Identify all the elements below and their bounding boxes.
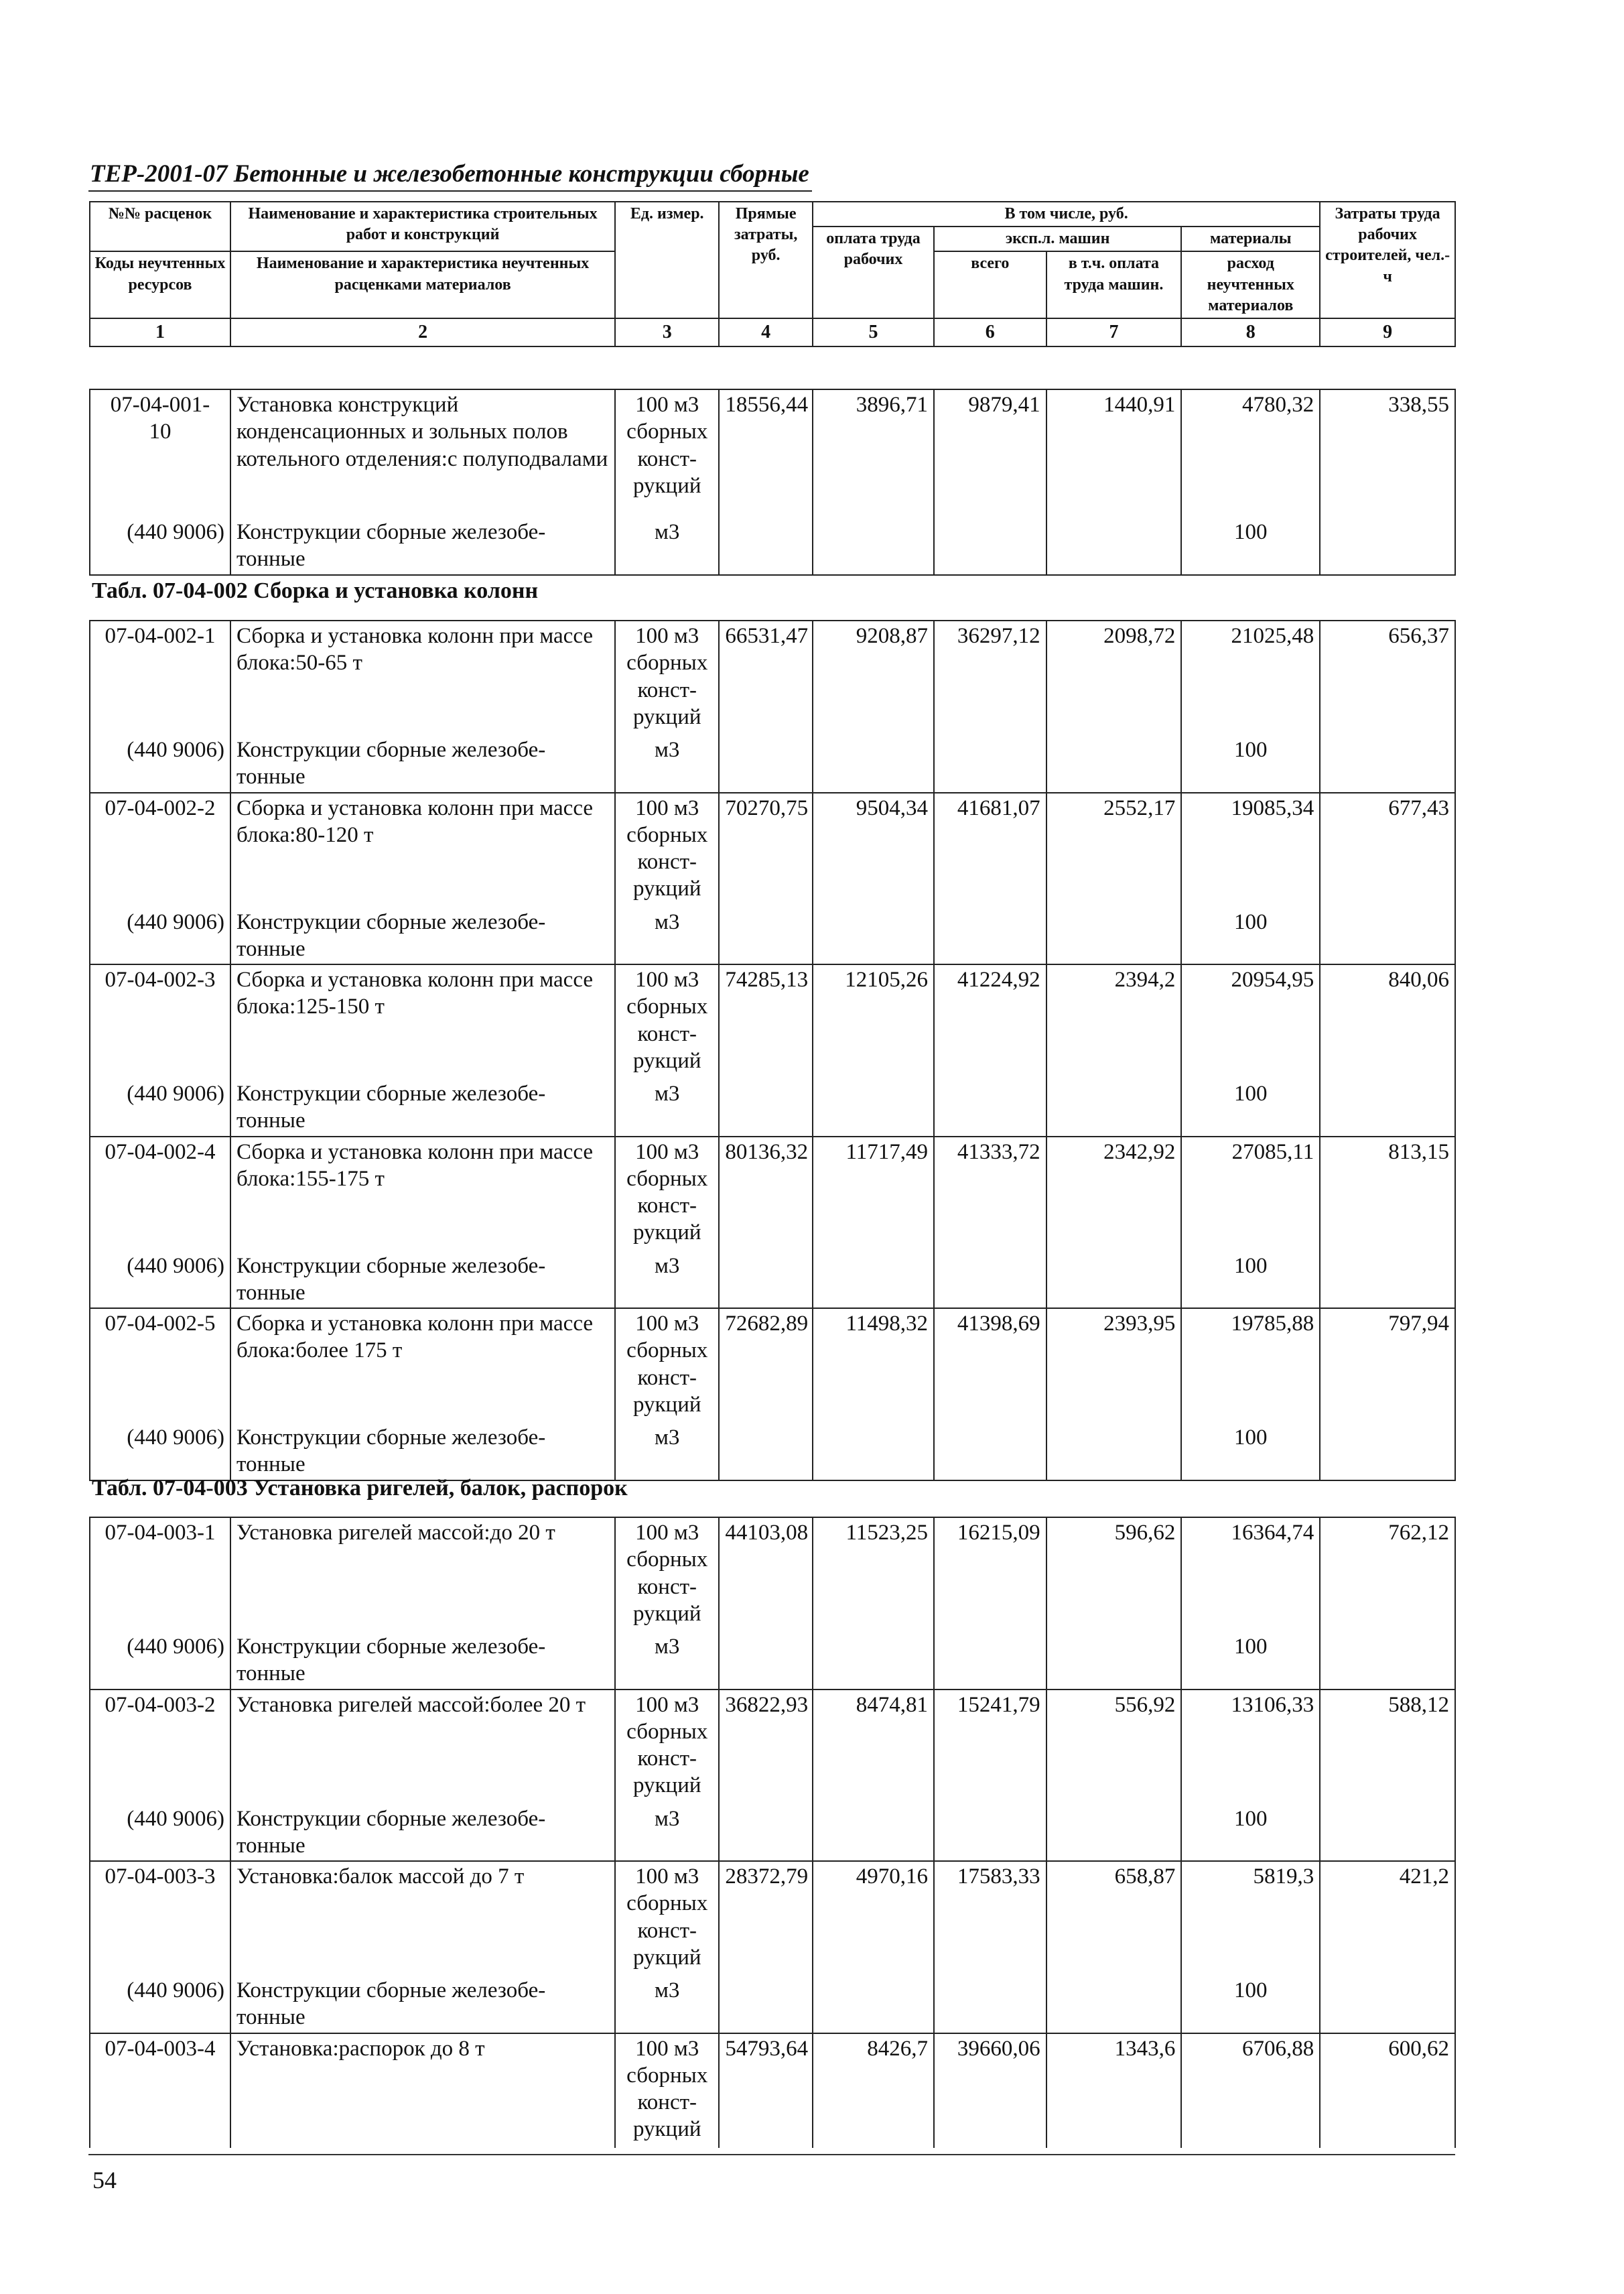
rate-code: 07-04-001- 10 [90,389,230,517]
rate-code: 07-04-002-4 [90,1137,230,1251]
rate-code: 07-04-003-4 [90,2033,230,2148]
col-material-name-header: Наименование и характеристика неучтенных расценками материалов [230,251,615,318]
resource-qty: 100 [1181,1632,1320,1690]
resource-code: (440 9006) [90,1804,230,1862]
work-name: Сборка и установка колонн при массе блока:более 175 т [230,1308,615,1423]
table-07-04-001 [89,389,1456,576]
unit: 100 м3 сборных конст-рукций [615,1137,719,1251]
materials: 21025,48 [1181,621,1320,735]
resource-unit: м3 [615,517,719,575]
resource-row [90,1632,1455,1690]
labor-pay: 9504,34 [813,793,934,907]
direct-cost: 28372,79 [719,1861,813,1976]
resource-row [90,1079,1455,1137]
machines-total: 41398,69 [934,1308,1046,1423]
resource-row [90,517,1455,575]
machines-total: 41681,07 [934,793,1046,907]
labor-hours: 588,12 [1320,1690,1455,1804]
labor-hours: 600,62 [1320,2033,1455,2148]
table-row [90,389,1455,517]
machines-total: 39660,06 [934,2033,1046,2148]
work-name: Установка конструкций конденсационных и зольных полов котельного отделения:с полуподвалами [230,389,615,517]
machine-labor: 2552,17 [1046,793,1182,907]
labor-hours: 677,43 [1320,793,1455,907]
labor-pay: 11717,49 [813,1137,934,1251]
col-machine-labor-header: в т.ч. оплата труда машин. [1046,251,1182,318]
resource-name: Конструкции сборные железобе-тонные [230,1079,615,1137]
machines-total: 41333,72 [934,1137,1046,1251]
materials: 19785,88 [1181,1308,1320,1423]
col-labor-pay-header: оплата труда рабочих [813,227,934,318]
direct-cost: 54793,64 [719,2033,813,2148]
resource-qty: 100 [1181,1079,1320,1137]
labor-hours: 656,37 [1320,621,1455,735]
work-name: Установка ригелей массой:более 20 т [230,1690,615,1804]
resource-name: Конструкции сборные железобе-тонные [230,517,615,575]
direct-cost: 44103,08 [719,1517,813,1632]
col-materials-group-header: материалы [1181,227,1320,251]
col-direct-cost-header: Прямые затраты, руб. [719,202,813,318]
resource-row [90,1976,1455,2033]
page-number: 54 [92,2167,117,2193]
machine-labor: 1343,6 [1046,2033,1182,2148]
resource-code: (440 9006) [90,517,230,575]
unit: 100 м3 сборных конст-рукций [615,1308,719,1423]
materials: 27085,11 [1181,1137,1320,1251]
resource-row [90,1804,1455,1862]
machines-total: 17583,33 [934,1861,1046,1976]
col-unit-header: Ед. измер. [615,202,719,318]
section-title-07-04-002: Табл. 07-04-002 Сборка и установка колонн [92,578,539,603]
direct-cost: 66531,47 [719,621,813,735]
resource-row [90,907,1455,965]
unit: 100 м3 сборных конст-рукций [615,964,719,1079]
footer-rule [88,2154,1455,2155]
labor-pay: 9208,87 [813,621,934,735]
resource-name: Конструкции сборные железобе-тонные [230,1251,615,1309]
machine-labor: 556,92 [1046,1690,1182,1804]
col-resource-code-header: Коды неучтенных ресурсов [90,251,230,318]
resource-unit: м3 [615,1976,719,2033]
work-name: Установка ригелей массой:до 20 т [230,1517,615,1632]
resource-unit: м3 [615,1251,719,1309]
labor-hours: 813,15 [1320,1137,1455,1251]
section-title-07-04-003: Табл. 07-04-003 Установка ригелей, балок, распорок [92,1476,628,1501]
resource-row [90,1423,1455,1480]
col-rate-number-header: №№ расценок [90,202,230,251]
resource-row [90,735,1455,793]
resource-code: (440 9006) [90,907,230,965]
machine-labor: 1440,91 [1046,389,1182,517]
col-number: 9 [1320,318,1455,346]
unit: 100 м3 сборных конст-рукций [615,621,719,735]
labor-pay: 11498,32 [813,1308,934,1423]
resource-name: Конструкции сборные железобе-тонные [230,1804,615,1862]
labor-pay: 3896,71 [813,389,934,517]
rate-code: 07-04-003-1 [90,1517,230,1632]
machine-labor: 596,62 [1046,1517,1182,1632]
table-row [90,1861,1455,1976]
resource-name: Конструкции сборные железобе-тонные [230,907,615,965]
machines-total: 16215,09 [934,1517,1046,1632]
rate-code: 07-04-002-2 [90,793,230,907]
direct-cost: 70270,75 [719,793,813,907]
resource-qty: 100 [1181,1804,1320,1862]
resource-unit: м3 [615,1079,719,1137]
work-name: Сборка и установка колонн при массе блока:155-175 т [230,1137,615,1251]
col-number: 1 [90,318,230,346]
resource-unit: м3 [615,907,719,965]
direct-cost: 18556,44 [719,389,813,517]
resource-code: (440 9006) [90,1976,230,2033]
col-material-consumption-header: расход неучтенных материалов [1181,251,1320,318]
resource-code: (440 9006) [90,1079,230,1137]
machines-total: 15241,79 [934,1690,1046,1804]
table-row [90,1308,1455,1423]
table-row [90,1517,1455,1632]
page-title: ТЕР-2001-07 Бетонные и железобетонные конструкции сборные [90,160,809,188]
work-name: Сборка и установка колонн при массе блока:50-65 т [230,621,615,735]
col-number: 6 [934,318,1046,346]
resource-name: Конструкции сборные железобе-тонные [230,1632,615,1690]
resource-qty: 100 [1181,1976,1320,2033]
title-rule [88,190,812,192]
unit: 100 м3 сборных конст-рукций [615,1861,719,1976]
table-row [90,2033,1455,2148]
rate-code: 07-04-003-2 [90,1690,230,1804]
labor-pay: 8474,81 [813,1690,934,1804]
col-number: 5 [813,318,934,346]
direct-cost: 72682,89 [719,1308,813,1423]
table-row [90,964,1455,1079]
table-row [90,793,1455,907]
col-number: 8 [1181,318,1320,346]
resource-unit: м3 [615,1632,719,1690]
materials: 6706,88 [1181,2033,1320,2148]
resource-row [90,1251,1455,1309]
col-labor-hours-header: Затраты труда рабочих строителей, чел.-ч [1320,202,1455,318]
resource-qty: 100 [1181,907,1320,965]
rate-code: 07-04-002-1 [90,621,230,735]
materials: 16364,74 [1181,1517,1320,1632]
labor-pay: 4970,16 [813,1861,934,1976]
machine-labor: 2098,72 [1046,621,1182,735]
table-row [90,621,1455,735]
labor-hours: 338,55 [1320,389,1455,517]
labor-hours: 421,2 [1320,1861,1455,1976]
resource-unit: м3 [615,1804,719,1862]
materials: 13106,33 [1181,1690,1320,1804]
machines-total: 36297,12 [934,621,1046,735]
resource-name: Конструкции сборные железобе-тонные [230,1423,615,1480]
work-name: Сборка и установка колонн при массе блока:80-120 т [230,793,615,907]
rate-code: 07-04-002-3 [90,964,230,1079]
unit: 100 м3 сборных конст-рукций [615,2033,719,2148]
rate-code: 07-04-003-3 [90,1861,230,1976]
materials: 5819,3 [1181,1861,1320,1976]
resource-code: (440 9006) [90,735,230,793]
col-including-header: В том числе, руб. [813,202,1320,227]
unit: 100 м3 сборных конст-рукций [615,1690,719,1804]
resource-qty: 100 [1181,517,1320,575]
machine-labor: 2394,2 [1046,964,1182,1079]
col-number: 4 [719,318,813,346]
resource-qty: 100 [1181,735,1320,793]
col-number: 2 [230,318,615,346]
col-number: 3 [615,318,719,346]
resource-unit: м3 [615,735,719,793]
col-work-name-header: Наименование и характеристика строительных работ и конструкций [230,202,615,251]
resource-qty: 100 [1181,1251,1320,1309]
machine-labor: 658,87 [1046,1861,1182,1976]
labor-hours: 762,12 [1320,1517,1455,1632]
resource-code: (440 9006) [90,1632,230,1690]
materials: 4780,32 [1181,389,1320,517]
work-name: Установка:распорок до 8 т [230,2033,615,2148]
unit: 100 м3 сборных конст-рукций [615,793,719,907]
table-row [90,1137,1455,1251]
direct-cost: 80136,32 [719,1137,813,1251]
resource-name: Конструкции сборные железобе-тонные [230,1976,615,2033]
resource-unit: м3 [615,1423,719,1480]
col-machines-group-header: эксп.л. машин [934,227,1181,251]
unit: 100 м3 сборных конст-рукций [615,389,719,517]
col-machines-total-header: всего [934,251,1046,318]
labor-pay: 12105,26 [813,964,934,1079]
rates-table-header [89,201,1456,347]
labor-pay: 8426,7 [813,2033,934,2148]
machine-labor: 2342,92 [1046,1137,1182,1251]
labor-hours: 797,94 [1320,1308,1455,1423]
resource-name: Конструкции сборные железобе-тонные [230,735,615,793]
table-07-04-003 [89,1517,1456,2148]
work-name: Сборка и установка колонн при массе блока:125-150 т [230,964,615,1079]
table-07-04-002 [89,620,1456,1481]
machines-total: 9879,41 [934,389,1046,517]
materials: 19085,34 [1181,793,1320,907]
resource-code: (440 9006) [90,1251,230,1309]
direct-cost: 74285,13 [719,964,813,1079]
rate-code: 07-04-002-5 [90,1308,230,1423]
materials: 20954,95 [1181,964,1320,1079]
labor-pay: 11523,25 [813,1517,934,1632]
machines-total: 41224,92 [934,964,1046,1079]
unit: 100 м3 сборных конст-рукций [615,1517,719,1632]
machine-labor: 2393,95 [1046,1308,1182,1423]
labor-hours: 840,06 [1320,964,1455,1079]
direct-cost: 36822,93 [719,1690,813,1804]
resource-qty: 100 [1181,1423,1320,1480]
resource-code: (440 9006) [90,1423,230,1480]
col-number: 7 [1046,318,1182,346]
work-name: Установка:балок массой до 7 т [230,1861,615,1976]
table-row [90,1690,1455,1804]
